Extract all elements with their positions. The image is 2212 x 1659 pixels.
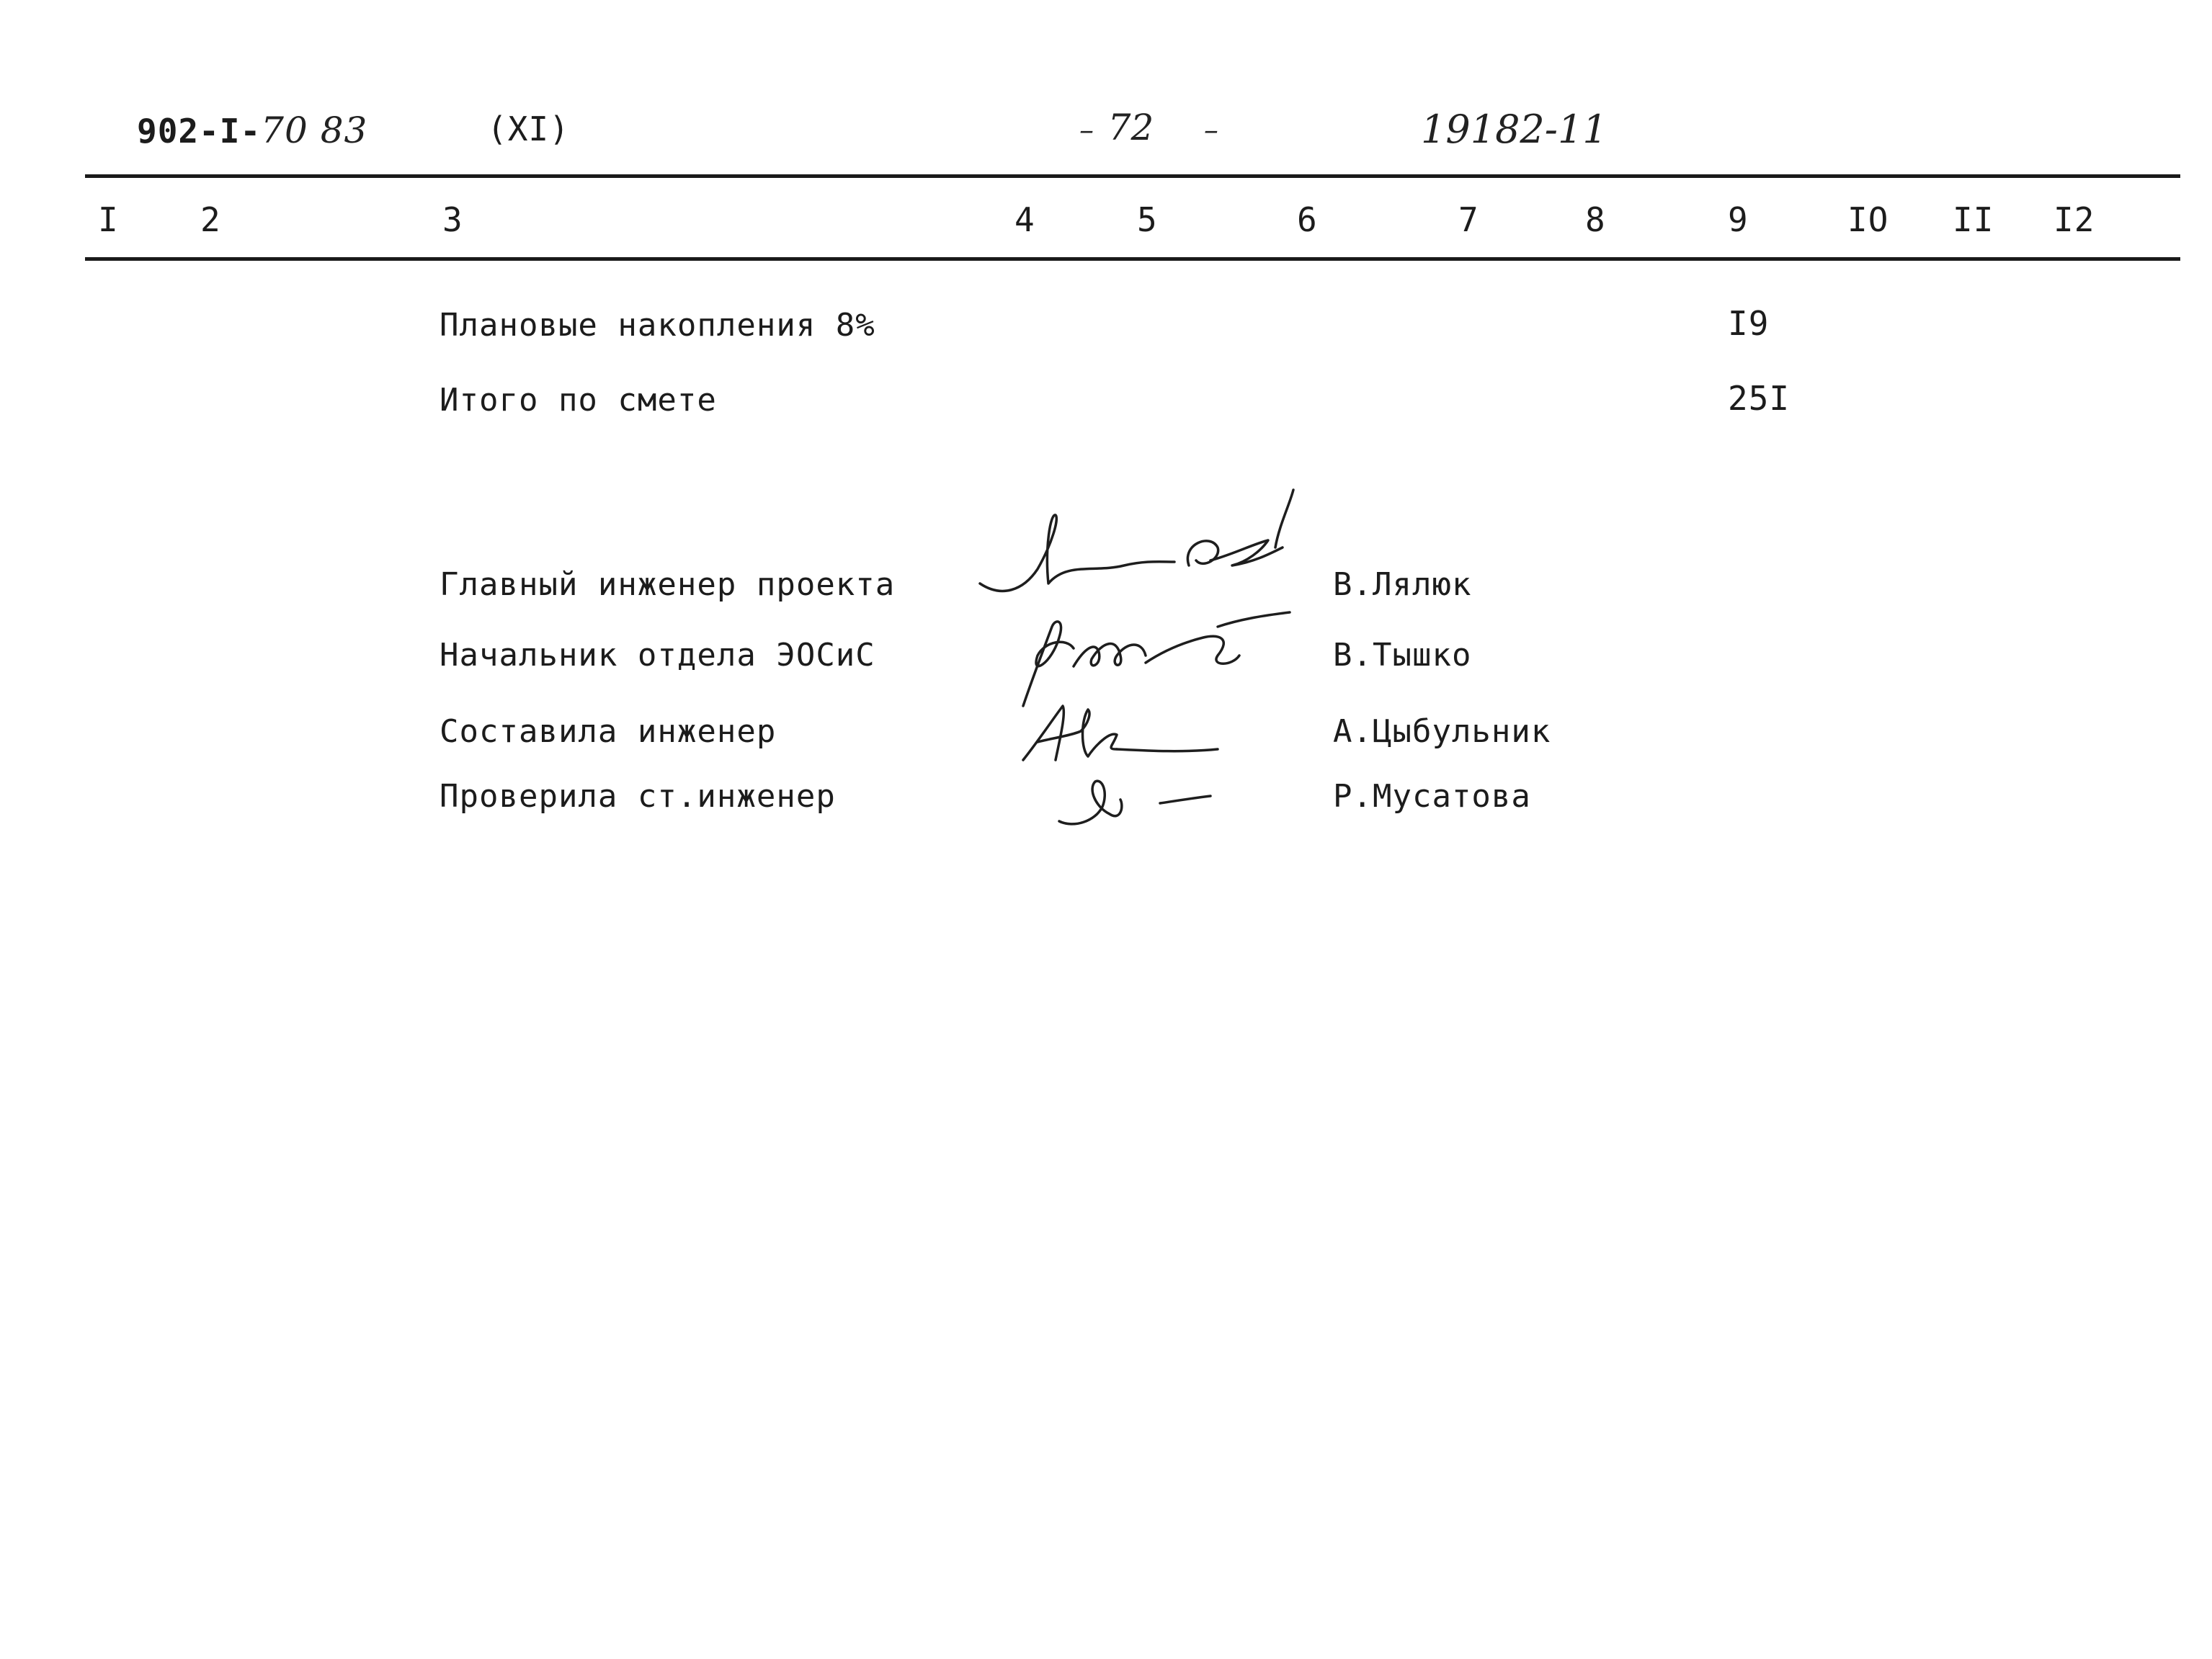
document-code-typed: 902-I- — [137, 112, 262, 151]
column-number: 8 — [1585, 200, 1606, 239]
column-number: 6 — [1297, 200, 1318, 239]
signature-name: А.Цыбульник — [1333, 713, 1551, 750]
summary-label: Итого по смете — [440, 382, 717, 419]
column-number: 5 — [1137, 200, 1158, 239]
signature-role: Составила инженер — [440, 713, 777, 750]
document-code — [137, 109, 367, 151]
summary-label: Плановые накопления 8% — [440, 307, 875, 344]
column-number: I — [98, 200, 119, 239]
column-number: 4 — [1014, 200, 1035, 239]
page-number: 72 — [1107, 107, 1154, 148]
top-rule — [85, 174, 2180, 178]
column-number: 9 — [1728, 200, 1749, 239]
column-number: 7 — [1458, 200, 1479, 239]
signature-name: Р.Мусатова — [1333, 778, 1531, 815]
registration-number: 19182-11 — [1421, 107, 1607, 152]
signature-role: Начальник отдела ЭОСиС — [440, 637, 875, 674]
column-number: II — [1953, 200, 1994, 239]
section-number: (XI) — [487, 109, 570, 148]
summary-value: I9 — [1728, 304, 1770, 343]
column-number: IO — [1847, 200, 1889, 239]
document-code-handwritten: 70 83 — [261, 109, 368, 151]
signature-name: В.Тышко — [1333, 637, 1472, 674]
signature-scribble-chief-engineer — [973, 475, 1319, 612]
page-dash-right: – — [1203, 114, 1218, 147]
signature-scribble-senior-engineer — [1052, 764, 1225, 843]
page-number-group — [1079, 107, 1218, 148]
signature-role: Главный инженер проекта — [440, 566, 896, 603]
bottom-rule — [85, 257, 2180, 261]
column-number: 2 — [200, 200, 221, 239]
signature-name: В.Лялюк — [1333, 566, 1472, 603]
column-number: I2 — [2053, 200, 2095, 239]
column-number: 3 — [442, 200, 463, 239]
page-dash-left: – — [1079, 114, 1094, 147]
signature-role: Проверила ст.инженер — [440, 778, 836, 815]
summary-value: 25I — [1728, 379, 1790, 418]
